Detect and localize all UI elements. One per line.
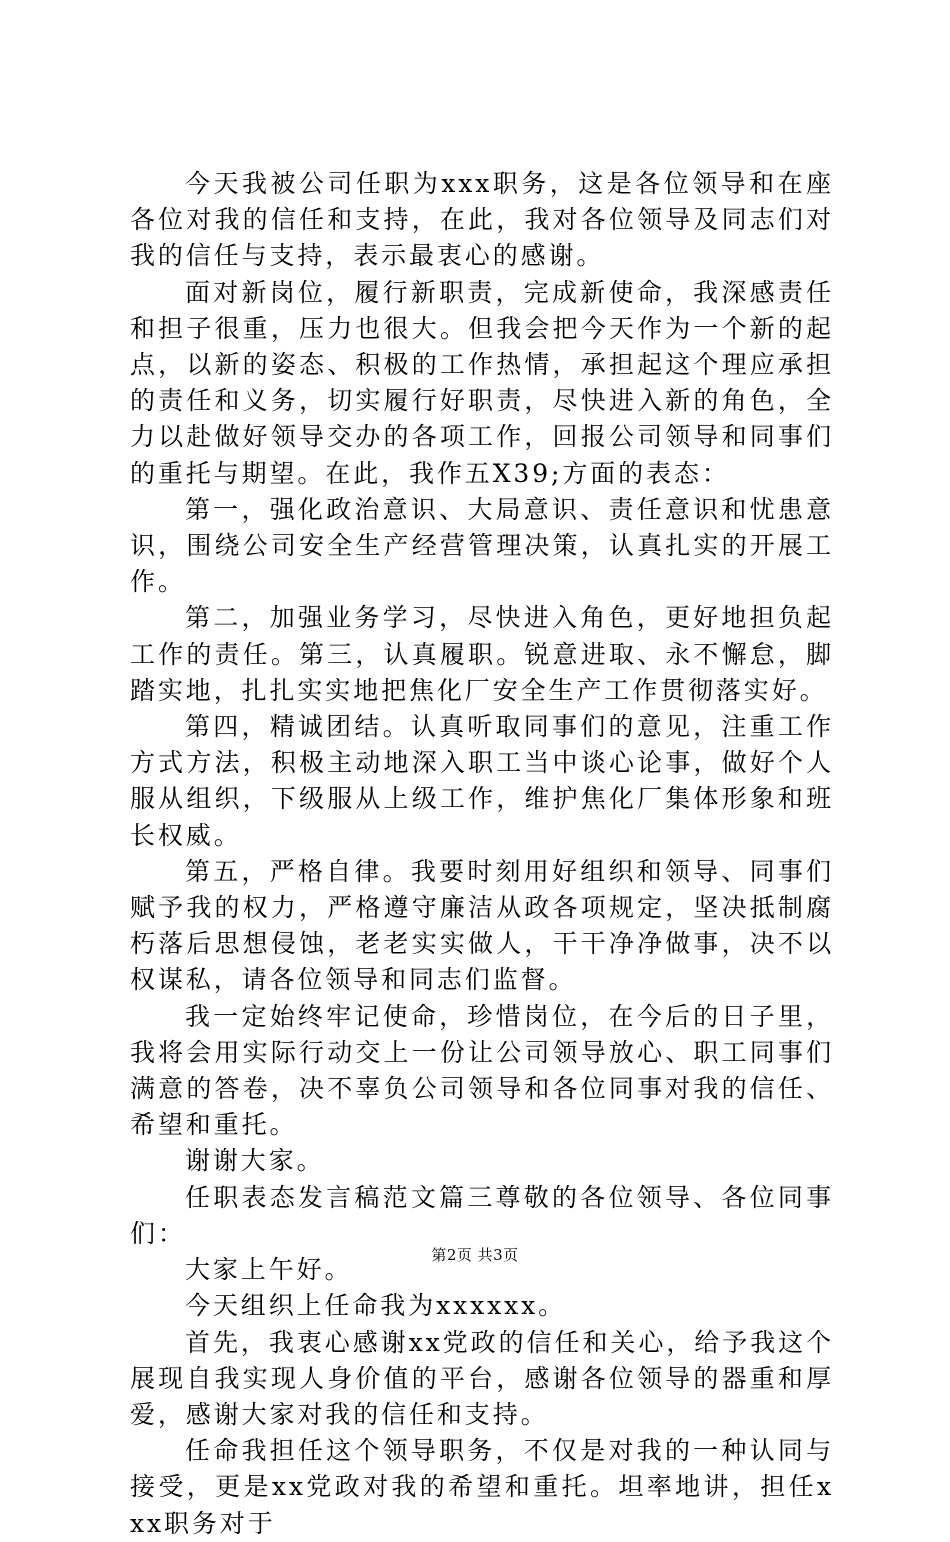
- paragraph-9: 任职表态发言稿范文篇三尊敬的各位领导、各位同事们：: [130, 1182, 834, 1248]
- paragraph-3: 第一，强化政治意识、大局意识、责任意识和忧患意识，围绕公司安全生产经营管理决策，认真扎实的开展工作。: [130, 494, 834, 597]
- paragraph-4: 第二，加强业务学习，尽快进入角色，更好地担负起工作的责任。第三，认真履职。锐意进取、永不懈怠，脚踏实地，扎扎实实地把焦化厂安全生产工作贯彻落实好。: [130, 603, 834, 705]
- paragraph-5: 第四，精诚团结。认真听取同事们的意见，注重工作方式方法，积极主动地深入职工当中谈心论事，做好个人服从组织，下级服从上级工作，维护焦化厂集体形象和班长权威。: [130, 712, 834, 850]
- paragraph-13: 任命我担任这个领导职务，不仅是对我的一种认同与接受，更是xx党政对我的希望和重托。坦率地讲，担任xxx职务对于: [130, 1436, 834, 1538]
- paragraph-8: 谢谢大家。: [185, 1146, 325, 1176]
- paragraph-10: 大家上午好。: [185, 1255, 353, 1285]
- page-footer: 第2页 共3页: [431, 1246, 519, 1264]
- paragraph-11: 今天组织上任命我为xxxxxx。: [185, 1291, 566, 1321]
- document-body: [130, 166, 834, 1542]
- paragraph-7: 我一定始终牢记使命，珍惜岗位，在今后的日子里，我将会用实际行动交上一份让公司领导放心、职工同事们满意的答卷，决不辜负公司领导和各位同事对我的信任、希望和重托。: [130, 1001, 834, 1140]
- paragraph-12: 首先，我衷心感谢xx党政的信任和关心，给予我这个展现自我实现人身价值的平台，感谢各位领导的器重和厚爱，感谢大家对我的信任和支持。: [130, 1327, 834, 1429]
- paragraph-1: 今天我被公司任职为xxx职务，这是各位领导和在座各位对我的信任和支持，在此，我对各位领导及同志们对我的信任与支持，表示最衷心的感谢。: [130, 169, 834, 271]
- paragraph-2: 面对新岗位，履行新职责，完成新使命，我深感责任和担子很重，压力也很大。但我会把今天作为一个新的起点，以新的姿态、积极的工作热情，承担起这个理应承担的责任和义务，切实履行好职责，尽快进入新的角色，全力以赴做好领导交办的各项工作，回报公司领导和同事们的重托与期望。在此，我作五X39;方面的表态：: [130, 277, 834, 488]
- paragraph-6: 第五，严格自律。我要时刻用好组织和领导、同事们赋予我的权力，严格遵守廉洁从政各项规定，坚决抵制腐朽落后思想侵蚀，老老实实做人，干干净净做事，决不以权谋私，请各位领导和同志们监督。: [130, 856, 834, 995]
